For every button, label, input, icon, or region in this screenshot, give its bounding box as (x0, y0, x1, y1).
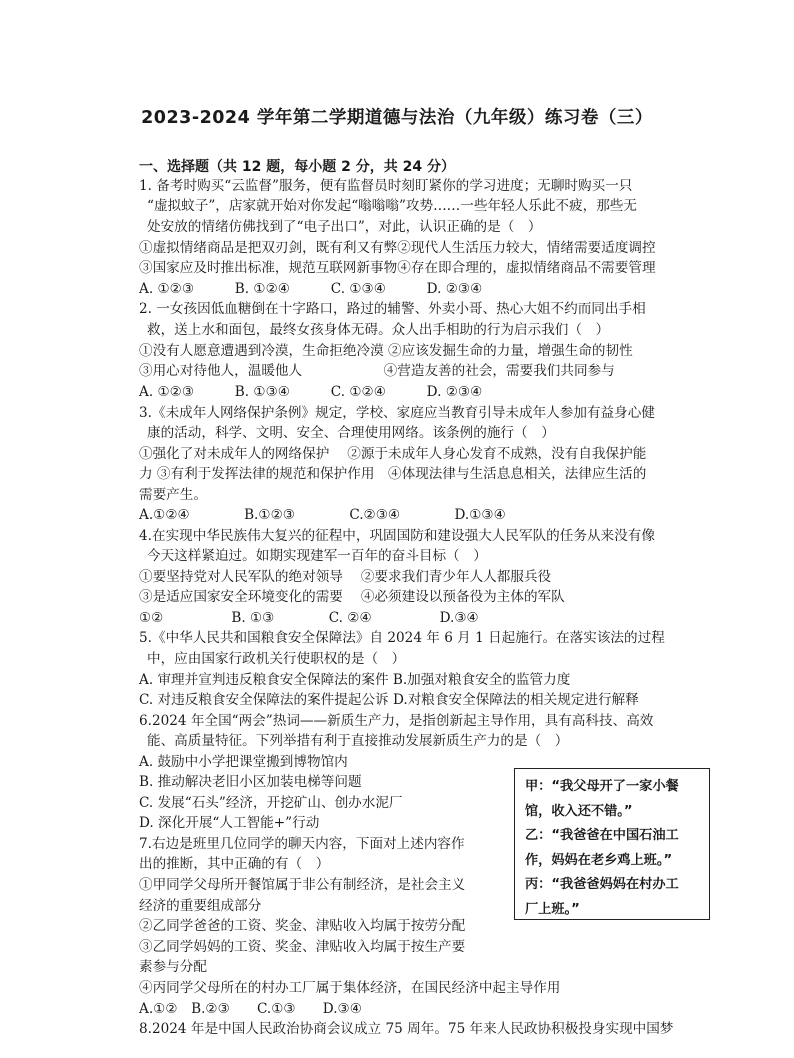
text-line: ③乙同学妈妈的工资、奖金、津贴收入均属于按生产要 (139, 939, 466, 955)
text-line: ①甲同学父母所开餐馆属于非公有制经济，是社会主义 (139, 877, 466, 893)
chat-box (514, 768, 710, 920)
text-line: 今天这样紧迫过。如期实现建军一百年的奋斗目标（ ） (147, 548, 487, 564)
chat-line: 馆，收入还不错。” (525, 803, 633, 819)
text-line: C. 对违反粮食安全保障法的案件提起公诉 D.对粮食安全保障法的相关规定进行解释 (139, 692, 639, 708)
text-line: 8.2024 年是中国人民政治协商会议成立 75 周年。75 年来人民政协积极投身实现中国梦 (139, 1021, 674, 1037)
text-line: B. 推动解决老旧小区加装电梯等问题 (139, 774, 362, 790)
text-line: 需要产生。 (139, 487, 207, 503)
text-line: ①虚拟情绪商品是把双刃剑，既有利又有弊②现代人生活压力较大，情绪需要适度调控 (139, 240, 656, 256)
text-line: A.①②④ B.①②③ C.②③④ D.①③④ (139, 507, 506, 523)
section-heading: 一、选择题（共 12 题，每小题 2 分，共 24 分） (139, 159, 455, 175)
text-line: 中，应由国家行政机关行使职权的是（ ） (147, 651, 406, 667)
text-line: 6.2024 年全国“两会”热词——新质生产力，是指创新起主导作用，具有高科技、高效 (139, 713, 654, 729)
chat-line: 丙：“我爸爸妈妈在村办工 (525, 877, 679, 892)
chat-line: 乙：“我爸爸在中国石油工 (525, 828, 679, 843)
text-line: 康的活动，科学、文明、安全、合理使用网络。该条例的施行（ ） (147, 425, 555, 441)
text-line: ④丙同学父母所在的村办工厂属于集体经济，在国民经济中起主导作用 (139, 980, 561, 996)
text-line: “虚拟蚊子”，店家就开始对你发起“嗡嗡嗡”攻势……一些年轻人乐此不疲，那些无 (147, 198, 637, 214)
text-line: ③是适应国家安全环境变化的需要 ④必须建设以预备役为主体的军队 (139, 589, 565, 605)
text-line: A.①② B.②③ C.①③ D.③④ (139, 1001, 362, 1017)
text-line: 2. 一女孩因低血糖倒在十字路口，路过的辅警、外卖小哥、热心大姐不约而同出手相 (139, 301, 646, 317)
text-line: A. 审理并宣判违反粮食安全保障法的案件 B.加强对粮食安全的监管力度 (139, 672, 571, 688)
text-line: A. ①②③ B. ①③④ C. ①②④ D. ②③④ (139, 384, 483, 400)
text-line: ①要坚持党对人民军队的绝对领导 ②要求我们青少年人人都服兵役 (139, 569, 552, 585)
text-line: 素参与分配 (139, 959, 207, 975)
text-line: ③国家应及时推出标准，规范互联网新事物④存在即合理的，虚拟情绪商品不需要管理 (139, 260, 656, 276)
page-title: 2023-2024 学年第二学期道德与法治（九年级）练习卷（三） (141, 108, 653, 128)
text-line: C. 发展“石头”经济，开挖矿山、创办水泥厂 (139, 795, 403, 811)
text-line: 处安放的情绪仿佛找到了“电子出口”，对此，认识正确的是（ ） (147, 219, 542, 235)
text-line: D. 深化开展“人工智能+”行动 (139, 815, 320, 831)
text-line: ①② B. ①③ C. ②④ D.③④ (139, 610, 479, 626)
text-line: 3.《未成年人网络保护条例》规定，学校、家庭应当教育引导未成年人参加有益身心健 (139, 405, 655, 421)
chat-line: 厂上班。” (525, 901, 580, 917)
text-line: 7.右边是班里几位同学的聊天内容，下面对上述内容作 (139, 836, 465, 852)
text-line: ③用心对待他人，温暖他人 ④营造友善的社会，需要我们共同参与 (139, 363, 615, 379)
text-line: 经济的重要组成部分 (139, 898, 262, 914)
text-line: 1. 备考时购买“云监督”服务，便有监督员时刻盯紧你的学习进度；无聊时购买一只 (139, 178, 633, 194)
text-line: 5.《中华人民共和国粮食安全保障法》自 2024 年 6 月 1 日起施行。在落实该法的过程 (139, 630, 665, 646)
text-line: 4.在实现中华民族伟大复兴的征程中，巩固国防和建设强大人民军队的任务从来没有像 (139, 528, 655, 544)
text-line: 出的推断，其中正确的有（ ） (139, 856, 330, 872)
text-line: 救，送上水和面包，最终女孩身体无碍。众人出手相助的行为启示我们（ ） (147, 322, 610, 338)
text-line: ②乙同学爸爸的工资、奖金、津贴收入均属于按劳分配 (139, 918, 466, 934)
text-line: 力 ③有利于发挥法律的规范和保护作用 ④体现法律与生活息息相关，法律应生活的 (139, 466, 647, 482)
chat-line: 作，妈妈在老乡鸡上班。” (525, 852, 673, 868)
text-line: A. 鼓励中小学把课堂搬到博物馆内 (139, 754, 348, 770)
text-line: A. ①②③ B. ①②④ C. ①③④ D. ②③④ (139, 281, 483, 297)
text-line: ①没有人愿意遭遇到冷漠，生命拒绝冷漠 ②应该发掘生命的力量，增强生命的韧性 (139, 343, 633, 359)
text-line: 能、高质量特征。下列举措有利于直接推动发展新质生产力的是（ ） (147, 733, 569, 749)
text-line: ①强化了对未成年人的网络保护 ②源于未成年人身心发育不成熟，没有自我保护能 (139, 446, 647, 462)
chat-line: 甲：“我父母开了一家小餐 (525, 779, 679, 794)
